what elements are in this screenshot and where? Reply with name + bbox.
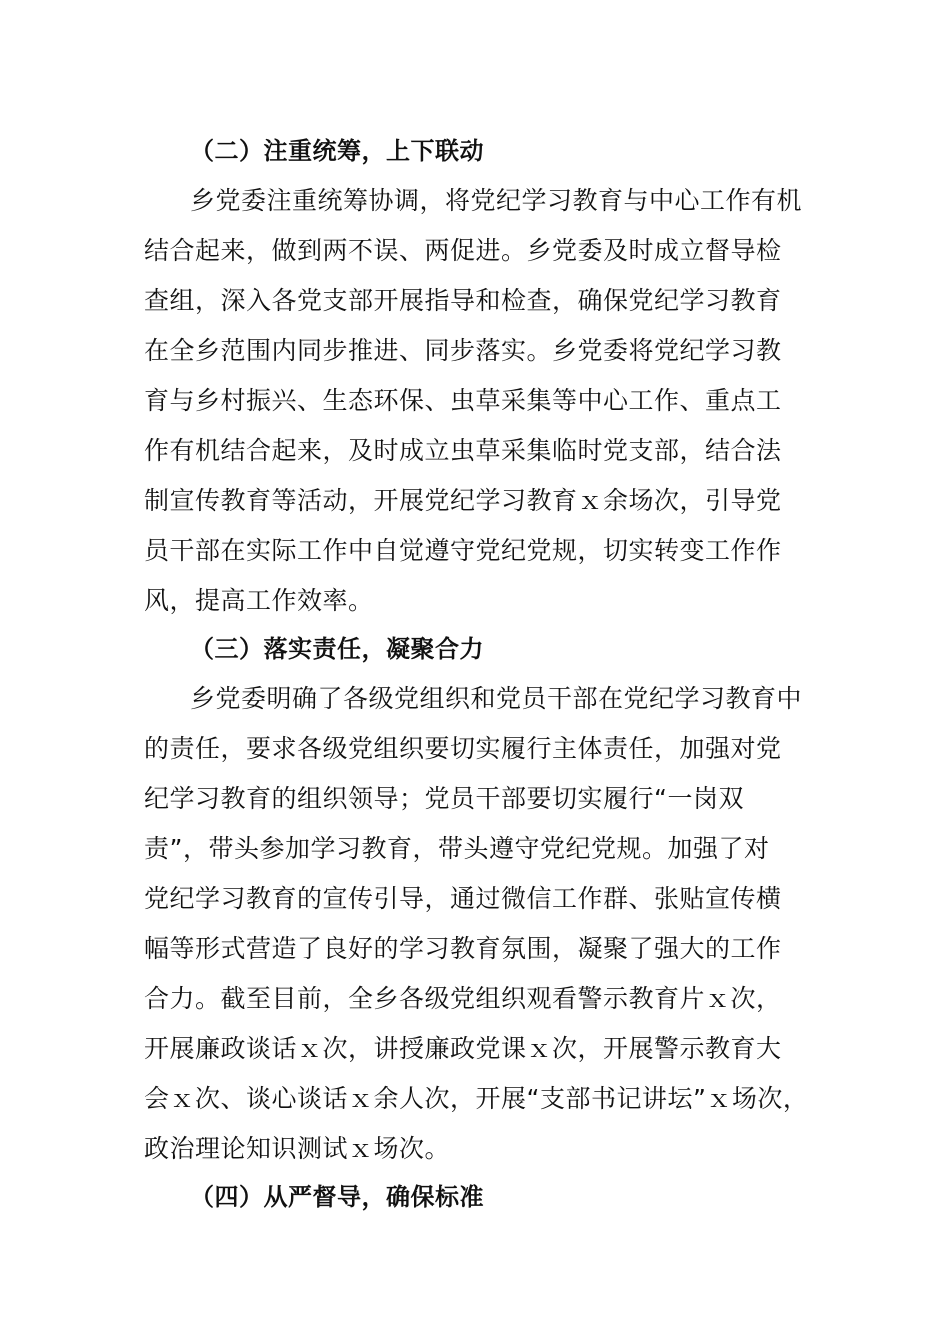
section-3-heading: （三）落实责任，凝聚合力 — [190, 635, 484, 663]
section-3-line-1: 乡党委明确了各级党组织和党员干部在党纪学习教育中 — [190, 684, 803, 713]
section-3-line-9: 会ｘ次、谈心谈话ｘ余人次，开展“支部书记讲坛”ｘ场次， — [144, 1084, 809, 1113]
section-2-line-7: 制宣传教育等活动，开展党纪学习教育ｘ余场次，引导党 — [144, 486, 782, 515]
section-2-line-4: 在全乡范围内同步推进、同步落实。乡党委将党纪学习教 — [144, 336, 782, 365]
section-3-line-10: 政治理论知识测试ｘ场次。 — [144, 1134, 451, 1163]
section-2-line-5: 育与乡村振兴、生态环保、虫草采集等中心工作、重点工 — [144, 386, 782, 415]
section-3-line-5: 党纪学习教育的宣传引导，通过微信工作群、张贴宣传横 — [144, 884, 782, 913]
section-3-line-6: 幅等形式营造了良好的学习教育氛围，凝聚了强大的工作 — [144, 934, 782, 963]
section-3-line-8: 开展廉政谈话ｘ次，讲授廉政党课ｘ次，开展警示教育大 — [144, 1034, 782, 1063]
section-4-heading: （四）从严督导，确保标准 — [190, 1183, 484, 1211]
section-2-heading: （二）注重统筹，上下联动 — [190, 137, 484, 165]
section-3-line-4: 责”，带头参加学习教育，带头遵守党纪党规。加强了对 — [144, 834, 770, 863]
section-2-line-2: 结合起来，做到两不误、两促进。乡党委及时成立督导检 — [144, 236, 782, 265]
section-2-line-3: 查组，深入各党支部开展指导和检查，确保党纪学习教育 — [144, 286, 782, 315]
section-3-line-2: 的责任，要求各级党组织要切实履行主体责任，加强对党 — [144, 734, 782, 763]
section-2-line-8: 员干部在实际工作中自觉遵守党纪党规，切实转变工作作 — [144, 536, 782, 565]
section-3-line-3: 纪学习教育的组织领导；党员干部要切实履行“一岗双 — [144, 784, 744, 813]
section-2-line-1: 乡党委注重统筹协调，将党纪学习教育与中心工作有机 — [190, 186, 803, 215]
section-2-line-9: 风，提高工作效率。 — [144, 586, 374, 615]
section-3-line-7: 合力。截至目前，全乡各级党组织观看警示教育片ｘ次， — [144, 984, 782, 1013]
section-2-line-6: 作有机结合起来，及时成立虫草采集临时党支部，结合法 — [144, 436, 782, 465]
